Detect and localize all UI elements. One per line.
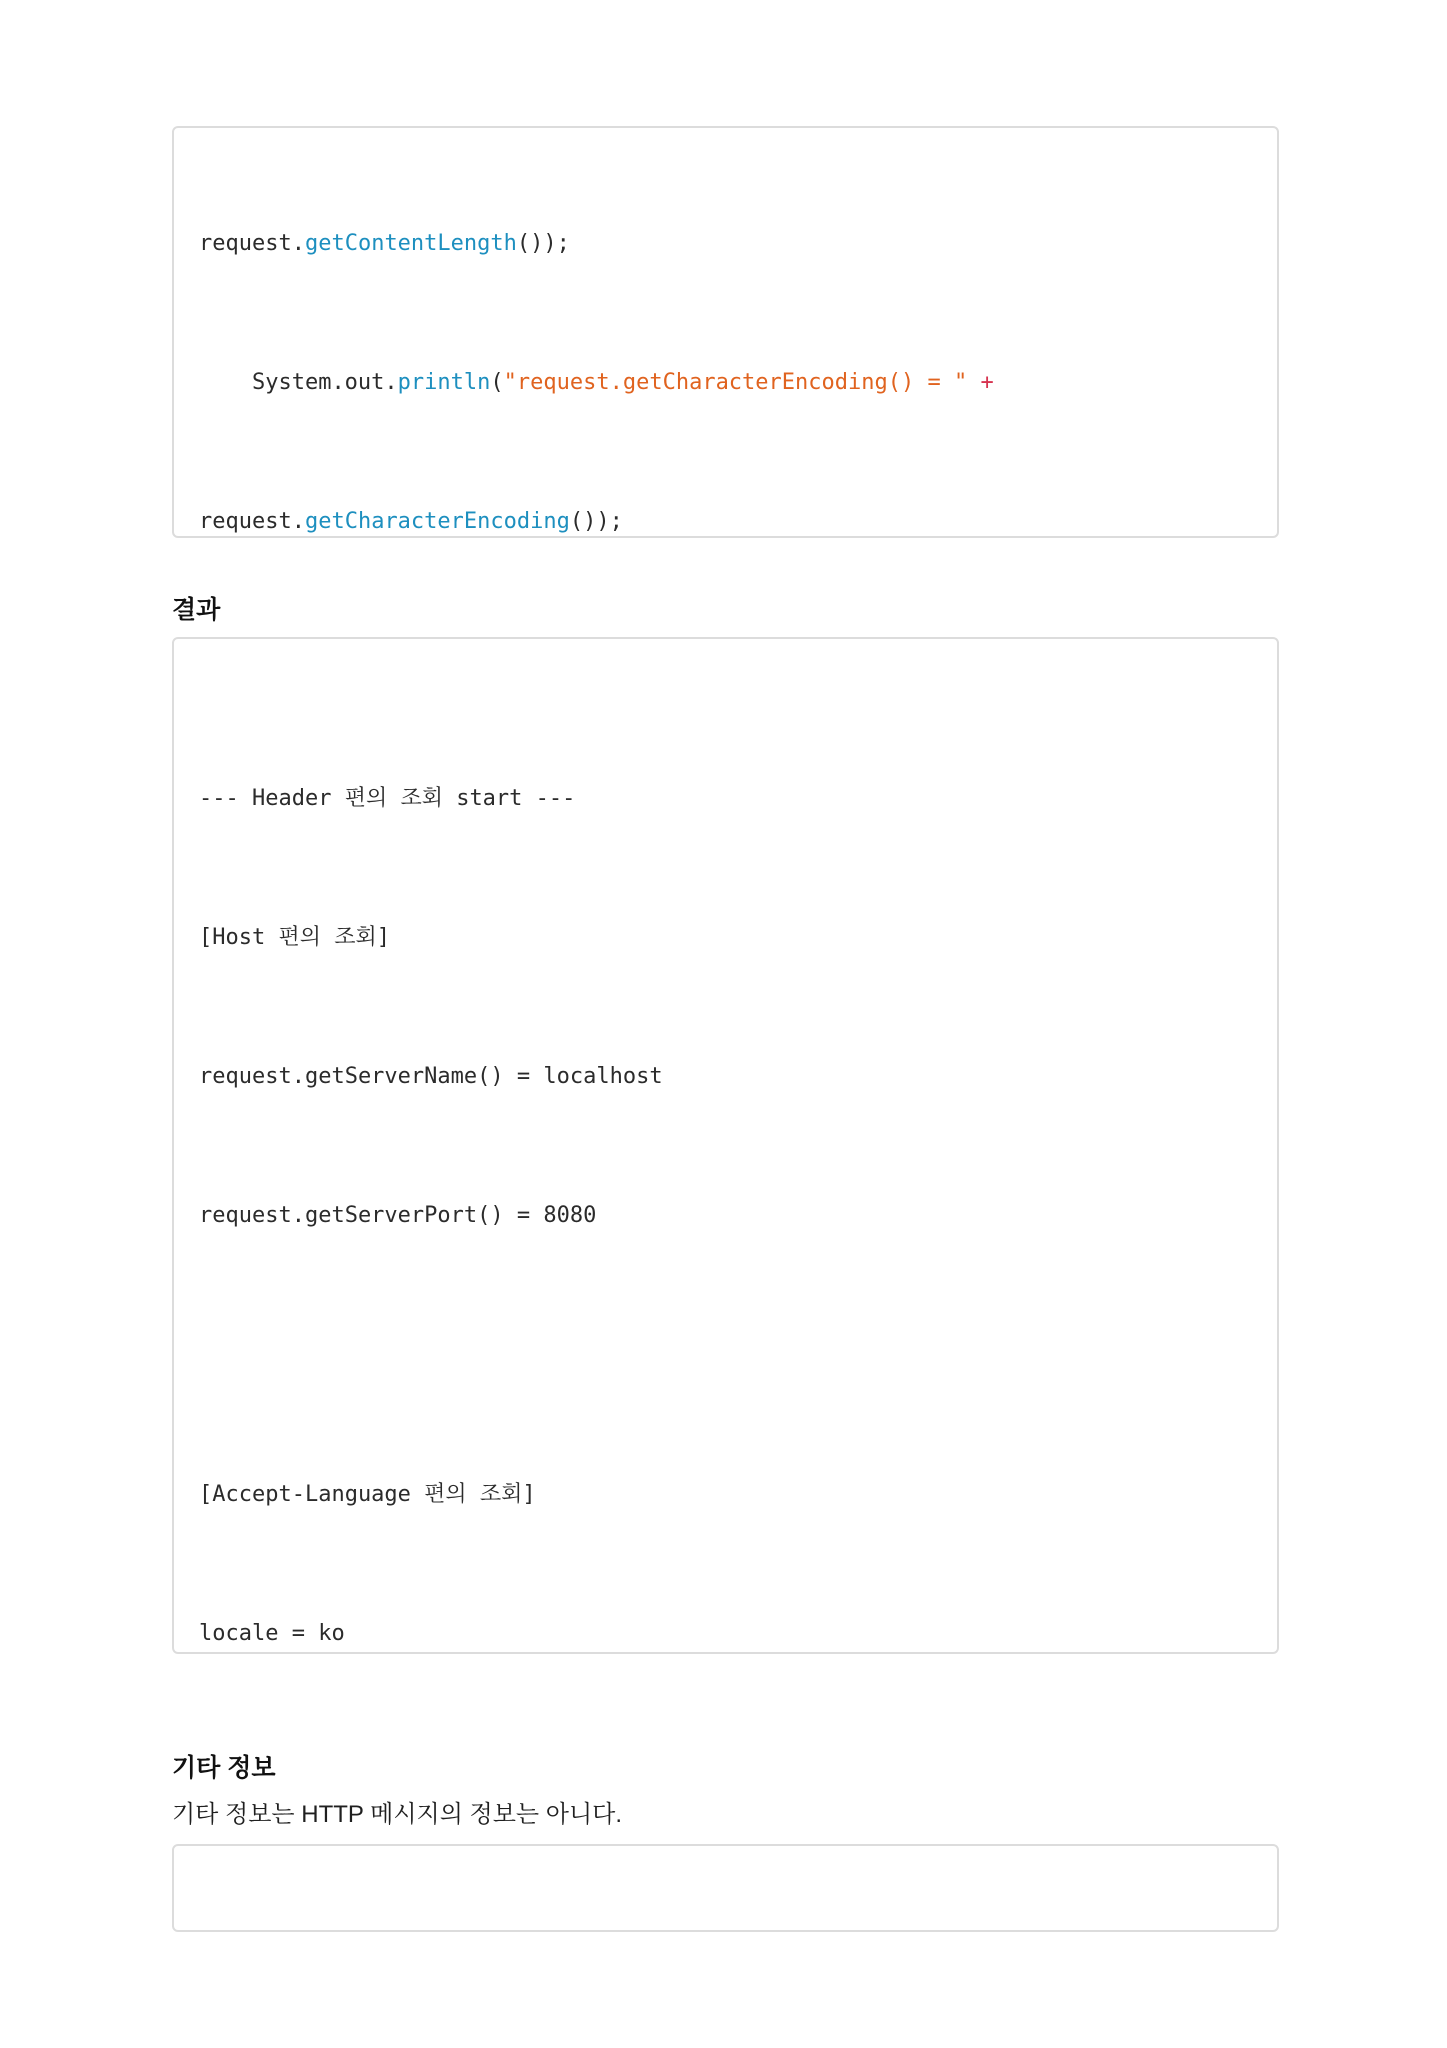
code-content	[174, 1846, 1277, 1932]
code-text: request.	[199, 509, 305, 535]
code-block-output	[172, 637, 1279, 1654]
output-line: request.getServerPort() = 8080	[199, 1203, 597, 1229]
blank-line	[199, 1333, 1277, 1379]
code-text: request.	[199, 230, 305, 256]
code-block-header-utils	[172, 126, 1279, 538]
section-heading-result: 결과	[172, 596, 221, 624]
method-name: println	[397, 370, 491, 396]
code-text: System.out.	[251, 370, 398, 396]
code-line	[199, 221, 1277, 267]
code-text: (	[490, 370, 504, 396]
code-text: ());	[516, 230, 570, 256]
paragraph-other-info: 기타 정보는 HTTP 메시지의 정보는 아니다.	[172, 1801, 622, 1828]
string-literal: "request.getCharacterEncoding() = "	[503, 370, 968, 396]
output-line: locale = ko	[199, 1621, 345, 1647]
code-line	[199, 360, 1277, 406]
output-line: [Accept-Language 편의 조회]	[199, 1481, 536, 1507]
method-name: getContentLength	[304, 230, 517, 256]
section-heading-other-info: 기타 정보	[172, 1754, 276, 1782]
code-line	[199, 499, 1277, 538]
code-block-other-info	[172, 1844, 1279, 1932]
output-line: --- Header 편의 조회 start ---	[199, 785, 576, 811]
output-line: [Host 편의 조회]	[199, 925, 390, 951]
operator: +	[980, 370, 994, 396]
output-line: request.getServerName() = localhost	[199, 1064, 663, 1090]
code-text: ());	[569, 509, 623, 535]
code-content	[174, 128, 1277, 538]
code-content	[174, 639, 1277, 1654]
method-name: getCharacterEncoding	[304, 509, 570, 535]
